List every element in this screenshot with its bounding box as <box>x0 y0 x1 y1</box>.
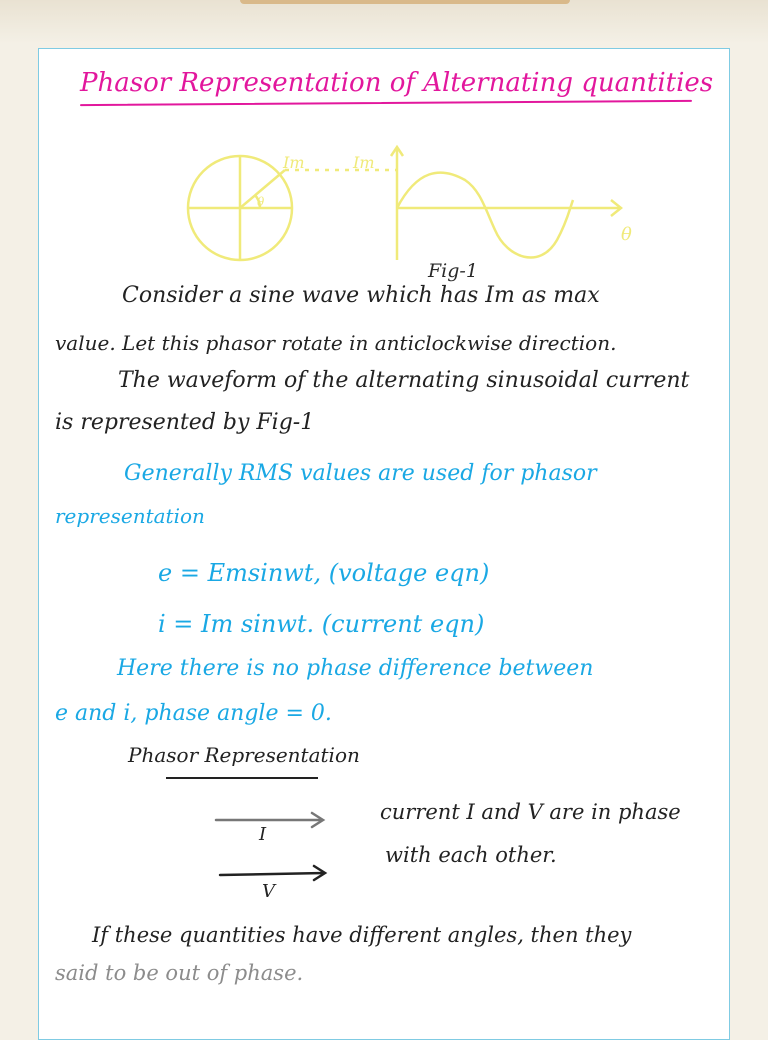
text-line: The waveform of the alternating sinusoidal current <box>118 368 690 393</box>
voltage-arrow-label: V <box>262 881 275 902</box>
text-line: said to be out of phase. <box>55 961 304 985</box>
text-line: If these quantities have different angles, then they <box>92 923 632 947</box>
text-line: value. Let this phasor rotate in anticlockwise direction. <box>55 331 617 355</box>
phasor-arrows <box>210 800 340 910</box>
text-line: Here there is no phase difference between <box>117 656 594 681</box>
subheading: Phasor Representation <box>128 743 360 767</box>
text-line: representation <box>55 504 205 528</box>
voltage-equation: e = Emsinwt, (voltage eqn) <box>158 559 490 587</box>
im-label-wave: Im <box>353 153 375 172</box>
text-line: current I and V are in phase <box>380 800 681 824</box>
text-line: Generally RMS values are used for phasor <box>124 461 597 486</box>
theta-label-axis: θ <box>621 224 632 245</box>
text-line: Consider a sine wave which has Im as max <box>122 283 600 308</box>
text-line: is represented by Fig-1 <box>55 410 315 435</box>
current-arrow-label: I <box>259 824 267 845</box>
text-line: with each other. <box>385 843 557 867</box>
table-surface <box>0 0 768 44</box>
sine-wave <box>397 173 573 258</box>
figure-caption: Fig-1 <box>428 260 478 282</box>
phasor-figure <box>175 140 645 265</box>
im-label-circle: Im <box>283 153 305 172</box>
subheading-underline <box>166 777 318 779</box>
theta-label-circle: θ <box>257 195 265 209</box>
voltage-arrow <box>220 873 324 875</box>
text-line: e and i, phase angle = 0. <box>55 701 332 726</box>
current-equation: i = Im sinwt. (current eqn) <box>158 610 485 638</box>
page-title: Phasor Representation of Alternating quantities <box>80 68 714 98</box>
